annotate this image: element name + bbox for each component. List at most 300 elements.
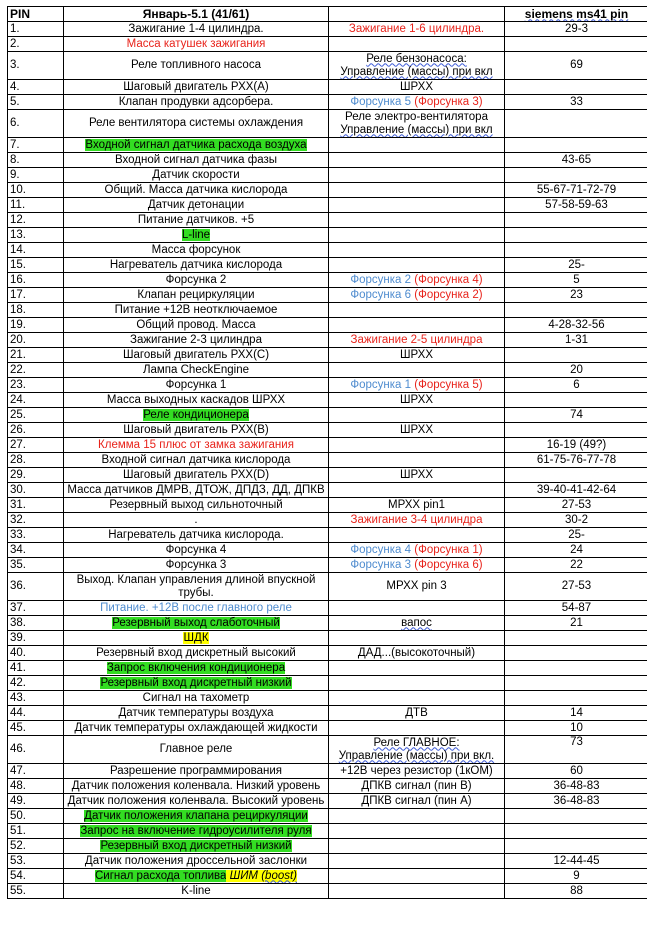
injector-label: Форсунка 6: [350, 288, 412, 301]
highlighted-function: Сигнал расхода топлива: [94, 869, 227, 882]
function-cell: Форсунка 3: [64, 558, 329, 573]
table-row: [8, 676, 647, 691]
injector-label-alt: Форсунка 5: [418, 378, 479, 391]
table-row: [8, 869, 647, 884]
function-cell: [64, 869, 329, 884]
table-row: [8, 573, 647, 601]
pin-number: 34.: [8, 543, 64, 558]
siemens-pin-cell: 20: [505, 363, 647, 378]
siemens-pin-cell: 9: [505, 869, 647, 884]
function-cell: Зажигание 1-4 цилиндра.: [64, 22, 329, 37]
alt-function-cell: ДПКВ сигнал (пин В): [329, 779, 505, 794]
function-cell: Разрешение программирования: [64, 764, 329, 779]
table-row: [8, 498, 647, 513]
function-cell: Питание датчиков. +5: [64, 213, 329, 228]
pin-number: 33.: [8, 528, 64, 543]
function-cell: Общий. Масса датчика кислорода: [64, 183, 329, 198]
highlighted-function: Запрос включения кондиционера: [106, 661, 286, 674]
siemens-pin-cell: [505, 138, 647, 153]
pin-number: 54.: [8, 869, 64, 884]
siemens-pin-cell: [505, 80, 647, 95]
pin-number: 29.: [8, 468, 64, 483]
function-cell: Питание. +12В после главного реле: [64, 601, 329, 616]
siemens-pin-cell: 4-28-32-56: [505, 318, 647, 333]
alt-function-cell: [329, 453, 505, 468]
alt-function-cell: [329, 213, 505, 228]
siemens-pin-cell: 1-31: [505, 333, 647, 348]
function-cell: Клапан продувки адсорбера.: [64, 95, 329, 110]
table-row: [8, 543, 647, 558]
injector-label: Форсунка 2: [350, 273, 412, 286]
pin-number: 14.: [8, 243, 64, 258]
table-row: [8, 483, 647, 498]
siemens-pin-cell: [505, 631, 647, 646]
check-engine-label: Лампа CheckEngine: [142, 363, 250, 376]
table-row: [8, 153, 647, 168]
table-row: [8, 228, 647, 243]
table-row: [8, 513, 647, 528]
alt-line-1: Реле ГЛАВНОЕ:: [373, 736, 460, 749]
siemens-pin-cell: 61-75-76-77-78: [505, 453, 647, 468]
function-cell: Датчик положения коленвала. Высокий уровень: [64, 794, 329, 809]
alt-function-cell: [329, 839, 505, 854]
function-cell: Резервный вход дискретный высокий: [64, 646, 329, 661]
alt-function-cell: [329, 198, 505, 213]
function-cell: Входной сигнал датчика фазы: [64, 153, 329, 168]
alt-function-cell: Зажигание 1-6 цилиндра.: [329, 22, 505, 37]
alt-function-cell: [329, 528, 505, 543]
injector-label-alt: Форсунка 2: [418, 288, 479, 301]
alt-function-cell: [329, 676, 505, 691]
function-cell: Датчик детонации: [64, 198, 329, 213]
pin-number: 25.: [8, 408, 64, 423]
siemens-pin-cell: 22: [505, 558, 647, 573]
alt-function-cell: Форсунка 1 (Форсунка 5): [329, 378, 505, 393]
pinout-table: [7, 6, 647, 899]
pin-number: 52.: [8, 839, 64, 854]
function-cell: Масса катушек зажигания: [64, 37, 329, 52]
siemens-pin-cell: [505, 243, 647, 258]
alt-function-cell: [329, 243, 505, 258]
siemens-pin-cell: 74: [505, 408, 647, 423]
table-row: [8, 558, 647, 573]
alt-function-cell: Форсунка 4 (Форсунка 1): [329, 543, 505, 558]
function-cell: Шаговый двигатель РХХ(A): [64, 80, 329, 95]
highlighted-function: L-line: [181, 228, 211, 241]
pin-number: 51.: [8, 824, 64, 839]
table-row: [8, 378, 647, 393]
pin-number: 55.: [8, 884, 64, 899]
function-cell: [64, 616, 329, 631]
alt-function-cell: [329, 258, 505, 273]
table-row: [8, 138, 647, 153]
alt-line-1: Реле электро-вентилятора: [345, 110, 488, 123]
siemens-pin-cell: 30-2: [505, 513, 647, 528]
siemens-pin-cell: [505, 348, 647, 363]
function-cell: Клемма 15 плюс от замка зажигания: [64, 438, 329, 453]
siemens-pin-cell: 36-48-83: [505, 794, 647, 809]
function-cell: Шаговый двигатель РХХ(C): [64, 348, 329, 363]
pin-column-header: PIN: [8, 7, 64, 22]
function-cell: Шаговый двигатель РХХ(D): [64, 468, 329, 483]
function-cell: Клапан рециркуляции: [64, 288, 329, 303]
injector-label: Форсунка 5: [350, 95, 412, 108]
function-cell: Нагреватель датчика кислорода: [64, 258, 329, 273]
siemens-pin-cell: 27-53: [505, 498, 647, 513]
alt-function-cell: ШРХХ: [329, 80, 505, 95]
pin-number: 47.: [8, 764, 64, 779]
alt-function-cell: ДАД...(высокоточный): [329, 646, 505, 661]
alt-function-cell: Зажигание 3-4 цилиндра: [329, 513, 505, 528]
siemens-pin-cell: 25-: [505, 258, 647, 273]
siemens-pin-cell: 60: [505, 764, 647, 779]
pin-number: 8.: [8, 153, 64, 168]
siemens-pin-cell: 16-19 (49?): [505, 438, 647, 453]
function-cell: Датчик температуры охлаждающей жидкости: [64, 721, 329, 736]
table-row: [8, 183, 647, 198]
alt-function-cell: [329, 153, 505, 168]
alt-function-cell: [329, 601, 505, 616]
pin-number: 41.: [8, 661, 64, 676]
alt-function-cell: [329, 110, 505, 138]
alt-function-cell: [329, 824, 505, 839]
alt-function-cell: [329, 138, 505, 153]
highlighted-function: Входной сигнал датчика расхода воздуха: [85, 138, 307, 151]
pin-number: 17.: [8, 288, 64, 303]
pin-number: 24.: [8, 393, 64, 408]
alt-function-cell: ШРХХ: [329, 348, 505, 363]
pin-number: 3.: [8, 52, 64, 80]
function-cell: Форсунка 2: [64, 273, 329, 288]
function-cell: Масса форсунок: [64, 243, 329, 258]
table-row: [8, 52, 647, 80]
function-cell: Датчик положения коленвала. Низкий уровень: [64, 779, 329, 794]
function-cell: [64, 839, 329, 854]
table-row: [8, 288, 647, 303]
injector-label: Форсунка 4: [350, 543, 412, 556]
highlighted-function: Реле кондиционера: [143, 408, 249, 421]
alt-function-cell: [329, 854, 505, 869]
table-row: [8, 631, 647, 646]
siemens-pin-cell: 14: [505, 706, 647, 721]
pin-number: 27.: [8, 438, 64, 453]
siemens-pin-cell: 10: [505, 721, 647, 736]
function-cell: Датчик скорости: [64, 168, 329, 183]
highlighted-function: Датчик положения клапана рециркуляции: [84, 809, 308, 822]
function-cell: Масса датчиков ДМРВ, ДТОЖ, ДПДЗ, ДД, ДПКВ: [64, 483, 329, 498]
pin-number: 32.: [8, 513, 64, 528]
table-row: [8, 601, 647, 616]
table-row: [8, 22, 647, 37]
alt-function-cell: ДПКВ сигнал (пин А): [329, 794, 505, 809]
function-cell: Датчик температуры воздуха: [64, 706, 329, 721]
injector-label-alt: Форсунка 6: [418, 558, 479, 571]
siemens-pin-cell: [505, 468, 647, 483]
alt-function-cell: [329, 736, 505, 764]
siemens-pin-cell: 36-48-83: [505, 779, 647, 794]
siemens-pin-cell: [505, 423, 647, 438]
function-cell: Форсунка 1: [64, 378, 329, 393]
function-cell: Реле вентилятора системы охлаждения: [64, 110, 329, 138]
table-row: [8, 318, 647, 333]
siemens-pin-cell: 73: [505, 736, 647, 764]
alt-line-2: Управление (массы) при вкл: [340, 123, 493, 136]
alt-function-cell: [329, 318, 505, 333]
siemens-column-header: siemens ms41 pin: [505, 7, 647, 22]
table-row: [8, 423, 647, 438]
alt-function-cell: [329, 408, 505, 423]
siemens-pin-cell: 27-53: [505, 573, 647, 601]
pin-number: 12.: [8, 213, 64, 228]
pin-number: 45.: [8, 721, 64, 736]
alt-function-cell: [329, 884, 505, 899]
siemens-pin-cell: [505, 393, 647, 408]
alt-function-cell: [329, 52, 505, 80]
alt-function-cell: Форсунка 5 (Форсунка 3): [329, 95, 505, 110]
table-row: [8, 764, 647, 779]
siemens-pin-cell: 69: [505, 52, 647, 80]
alt-function-cell: Форсунка 6 (Форсунка 2): [329, 288, 505, 303]
table-row: [8, 393, 647, 408]
siemens-pin-cell: 33: [505, 95, 647, 110]
pin-number: 16.: [8, 273, 64, 288]
table-row: [8, 273, 647, 288]
table-row: [8, 468, 647, 483]
siemens-pin-cell: 24: [505, 543, 647, 558]
table-row: [8, 258, 647, 273]
alt-function-cell: [329, 869, 505, 884]
alt-function-cell: [329, 631, 505, 646]
alt-function-cell: ШРХХ: [329, 423, 505, 438]
table-row: [8, 213, 647, 228]
pin-number: 35.: [8, 558, 64, 573]
injector-label: Форсунка 1: [350, 378, 412, 391]
siemens-pin-cell: [505, 228, 647, 243]
alt-function-cell: МРХХ pin 3: [329, 573, 505, 601]
alt-line-2: Управление (массы) при вкл.: [338, 749, 495, 762]
pin-number: 31.: [8, 498, 64, 513]
siemens-pin-cell: 55-67-71-72-79: [505, 183, 647, 198]
table-row: [8, 333, 647, 348]
alt-function-cell: [329, 183, 505, 198]
pin-number: 11.: [8, 198, 64, 213]
function-cell: [64, 573, 329, 601]
function-cell: Зажигание 2-3 цилиндра: [64, 333, 329, 348]
pin-number: 28.: [8, 453, 64, 468]
function-cell: Форсунка 4: [64, 543, 329, 558]
function-cell: Датчик положения дроссельной заслонки: [64, 854, 329, 869]
pin-number: 40.: [8, 646, 64, 661]
siemens-pin-cell: [505, 824, 647, 839]
pin-number: 19.: [8, 318, 64, 333]
table-row: [8, 646, 647, 661]
alt-function-cell: ШРХХ: [329, 393, 505, 408]
siemens-pin-cell: 39-40-41-42-64: [505, 483, 647, 498]
pin-number: 21.: [8, 348, 64, 363]
alt-function-cell: [329, 228, 505, 243]
pin-number: 5.: [8, 95, 64, 110]
table-row: [8, 794, 647, 809]
function-cell: [64, 676, 329, 691]
pin-number: 1.: [8, 22, 64, 37]
alt-function-text: вапос: [401, 616, 432, 629]
alt-function-cell: [329, 363, 505, 378]
pin-number: 53.: [8, 854, 64, 869]
pin-number: 2.: [8, 37, 64, 52]
highlighted-function: Резервный вход дискретный низкий: [100, 839, 292, 852]
function-cell: [64, 661, 329, 676]
siemens-pin-cell: [505, 691, 647, 706]
pin-number: 46.: [8, 736, 64, 764]
siemens-pin-cell: [505, 303, 647, 318]
siemens-pin-cell: 88: [505, 884, 647, 899]
table-row: [8, 884, 647, 899]
injector-label-alt: Форсунка 4: [418, 273, 479, 286]
highlighted-function: Запрос на включение гидроусилителя руля: [80, 824, 312, 837]
alt-function-cell: +12В через резистор (1кОМ): [329, 764, 505, 779]
table-row: [8, 824, 647, 839]
siemens-pin-cell: 6: [505, 378, 647, 393]
siemens-pin-cell: 5: [505, 273, 647, 288]
function-cell: [64, 631, 329, 646]
function-cell: K-line: [64, 884, 329, 899]
function-cell: Сигнал на тахометр: [64, 691, 329, 706]
pin-number: 39.: [8, 631, 64, 646]
siemens-pin-cell: 23: [505, 288, 647, 303]
pin-number: 20.: [8, 333, 64, 348]
function-cell: Питание +12В неотключаемое: [64, 303, 329, 318]
function-cell: Входной сигнал датчика кислорода: [64, 453, 329, 468]
alt-function-cell: Форсунка 3 (Форсунка 6): [329, 558, 505, 573]
table-row: [8, 363, 647, 378]
table-row: [8, 691, 647, 706]
function-cell: Резервный выход сильноточный: [64, 498, 329, 513]
function-cell: Реле топливного насоса: [64, 52, 329, 80]
alt-function-cell: [329, 721, 505, 736]
function-line-1: Выход. Клапан управления длиной впускной: [76, 573, 316, 586]
function-cell: [64, 138, 329, 153]
function-cell: Главное реле: [64, 736, 329, 764]
pin-number: 10.: [8, 183, 64, 198]
siemens-pin-cell: [505, 809, 647, 824]
alt-function-cell: [329, 438, 505, 453]
siemens-pin-cell: [505, 168, 647, 183]
table-row: [8, 243, 647, 258]
alt-function-cell: ШРХХ: [329, 468, 505, 483]
siemens-pin-cell: [505, 661, 647, 676]
table-row: [8, 528, 647, 543]
siemens-pin-cell: [505, 676, 647, 691]
pin-number: 48.: [8, 779, 64, 794]
alt-function-cell: [329, 37, 505, 52]
pin-number: 38.: [8, 616, 64, 631]
table-row: [8, 408, 647, 423]
highlighted-function: Резервный выход слаботочный: [112, 616, 280, 629]
alt-function-cell: [329, 661, 505, 676]
siemens-pin-cell: 54-87: [505, 601, 647, 616]
table-row: [8, 779, 647, 794]
table-header-row: [8, 7, 647, 22]
table-row: [8, 706, 647, 721]
siemens-pin-cell: [505, 839, 647, 854]
pin-number: 4.: [8, 80, 64, 95]
function-cell: [64, 228, 329, 243]
siemens-pin-cell: 21: [505, 616, 647, 631]
function-cell: Масса выходных каскадов ШРХХ: [64, 393, 329, 408]
function-cell: [64, 809, 329, 824]
table-row: [8, 616, 647, 631]
alt-function-cell: МРХХ pin1: [329, 498, 505, 513]
alt-function-cell: Зажигание 2-5 цилиндра: [329, 333, 505, 348]
injector-label-alt: Форсунка 3: [418, 95, 479, 108]
pin-number: 42.: [8, 676, 64, 691]
table-row: [8, 95, 647, 110]
table-row: [8, 348, 647, 363]
table-row: [8, 809, 647, 824]
pin-number: 15.: [8, 258, 64, 273]
siemens-pin-cell: [505, 646, 647, 661]
siemens-pin-cell: [505, 213, 647, 228]
siemens-pin-cell: 12-44-45: [505, 854, 647, 869]
siemens-pin-cell: 29-3: [505, 22, 647, 37]
pin-number: 18.: [8, 303, 64, 318]
alt-function-cell: [329, 303, 505, 318]
pin-number: 9.: [8, 168, 64, 183]
pin-number: 30.: [8, 483, 64, 498]
pwm-label: ШИМ (boost): [226, 870, 297, 882]
pin-number: 22.: [8, 363, 64, 378]
pin-number: 7.: [8, 138, 64, 153]
function-cell: Шаговый двигатель РХХ(B): [64, 423, 329, 438]
table-row: [8, 168, 647, 183]
siemens-pin-cell: 25-: [505, 528, 647, 543]
pin-number: 26.: [8, 423, 64, 438]
siemens-pin-cell: 43-65: [505, 153, 647, 168]
table-row: [8, 198, 647, 213]
table-row: [8, 854, 647, 869]
function-cell: [64, 363, 329, 378]
siemens-pin-cell: [505, 110, 647, 138]
table-row: [8, 453, 647, 468]
table-row: [8, 438, 647, 453]
alt-column-header: [329, 7, 505, 22]
function-cell: [64, 824, 329, 839]
pin-number: 44.: [8, 706, 64, 721]
pin-number: 6.: [8, 110, 64, 138]
siemens-pin-cell: 57-58-59-63: [505, 198, 647, 213]
alt-function-cell: [329, 691, 505, 706]
table-row: [8, 721, 647, 736]
pin-number: 36.: [8, 573, 64, 601]
table-row: [8, 37, 647, 52]
table-title: Январь-5.1 (41/61): [64, 7, 329, 22]
pin-number: 43.: [8, 691, 64, 706]
alt-line-2: Управление (массы) при вкл: [340, 65, 493, 78]
pin-number: 49.: [8, 794, 64, 809]
function-cell: .: [64, 513, 329, 528]
function-cell: Нагреватель датчика кислорода.: [64, 528, 329, 543]
highlighted-function: Резервный вход дискретный низкий: [100, 676, 292, 689]
table-row: [8, 303, 647, 318]
highlighted-function: ШДК: [183, 631, 209, 644]
function-cell: [64, 408, 329, 423]
pin-number: 23.: [8, 378, 64, 393]
pin-number: 13.: [8, 228, 64, 243]
alt-function-cell: Форсунка 2 (Форсунка 4): [329, 273, 505, 288]
function-cell: Общий провод. Масса: [64, 318, 329, 333]
alt-function-cell: [329, 168, 505, 183]
function-line-2: трубы.: [178, 586, 214, 599]
